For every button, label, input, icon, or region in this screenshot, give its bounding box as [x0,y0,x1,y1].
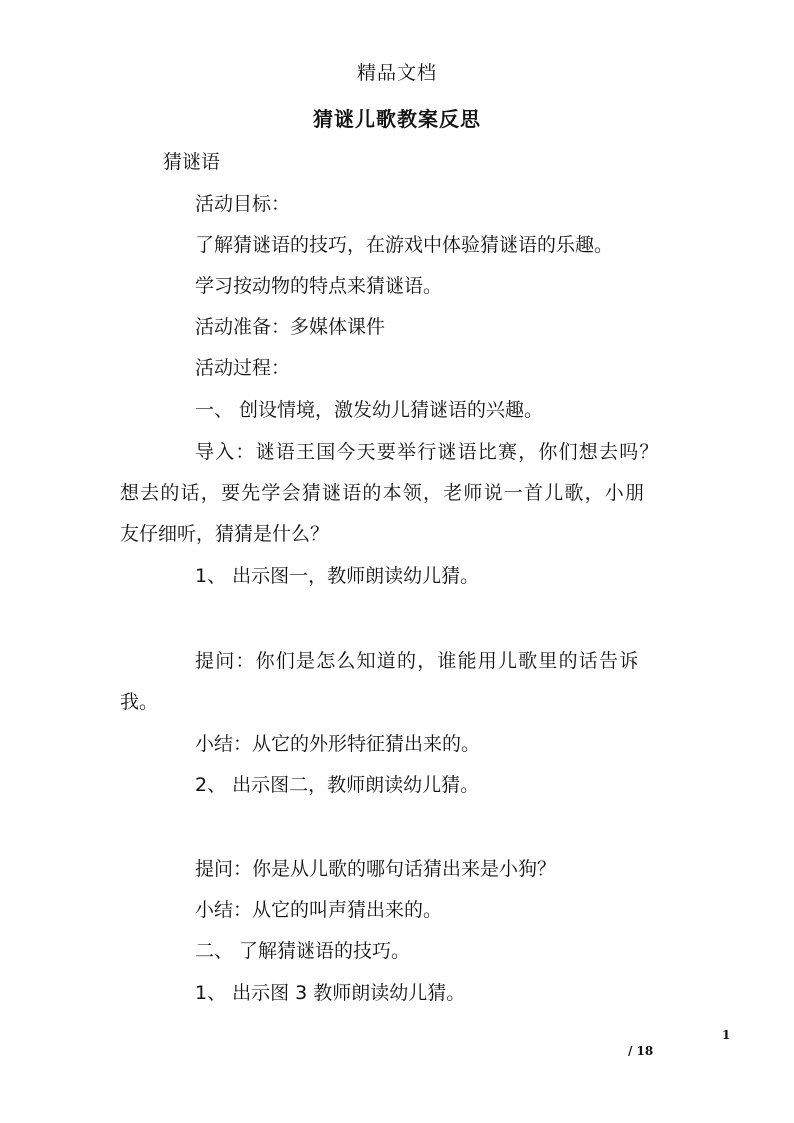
paragraph-line: 活动准备：多媒体课件 [195,316,386,338]
paragraph-line: 小结：从它的叫声猜出来的。 [195,899,443,921]
paragraph-line: 我。 [120,691,159,713]
paragraph-line: 小结：从它的外形特征猜出来的。 [195,733,481,755]
paragraph-line: 了解猜谜语的技巧，在游戏中体验猜谜语的乐趣。 [195,234,614,256]
paragraph-line: 想去的话，要先学会猜谜语的本领，老师说一首儿歌，小朋 [120,482,646,504]
paragraph-line: 1、 出示图 3 教师朗读幼儿猜。 [195,982,466,1004]
section-subtitle: 猜谜语 [163,151,221,173]
document-title: 猜谜儿歌教案反思 [313,107,481,131]
paragraph-line: 活动过程： [195,357,291,379]
page-header: 精品文档 [356,62,437,84]
paragraph-line: 导入：谜语王国今天要举行谜语比赛，你们想去吗？ [195,441,660,463]
paragraph-line: 学习按动物的特点来猜谜语。 [195,275,443,297]
paragraph-line: 二、 了解猜谜语的技巧。 [195,940,411,962]
paragraph-line: 1、 出示图一，教师朗读幼儿猜。 [195,565,480,587]
paragraph-line: 提问：你们是怎么知道的，谁能用儿歌里的话告诉 [195,650,640,672]
paragraph-line: 活动目标： [195,193,291,215]
paragraph-line: 提问：你是从儿歌的哪句话猜出来是小狗？ [195,858,557,880]
paragraph-line: 友仔细听，猜猜是什么？ [120,523,330,545]
page-total: / 18 [628,1044,654,1058]
paragraph-line: 一、 创设情境，激发幼儿猜谜语的兴趣。 [195,399,544,421]
paragraph-line: 2、 出示图二，教师朗读幼儿猜。 [195,774,480,796]
page-number: 1 [722,1028,731,1042]
